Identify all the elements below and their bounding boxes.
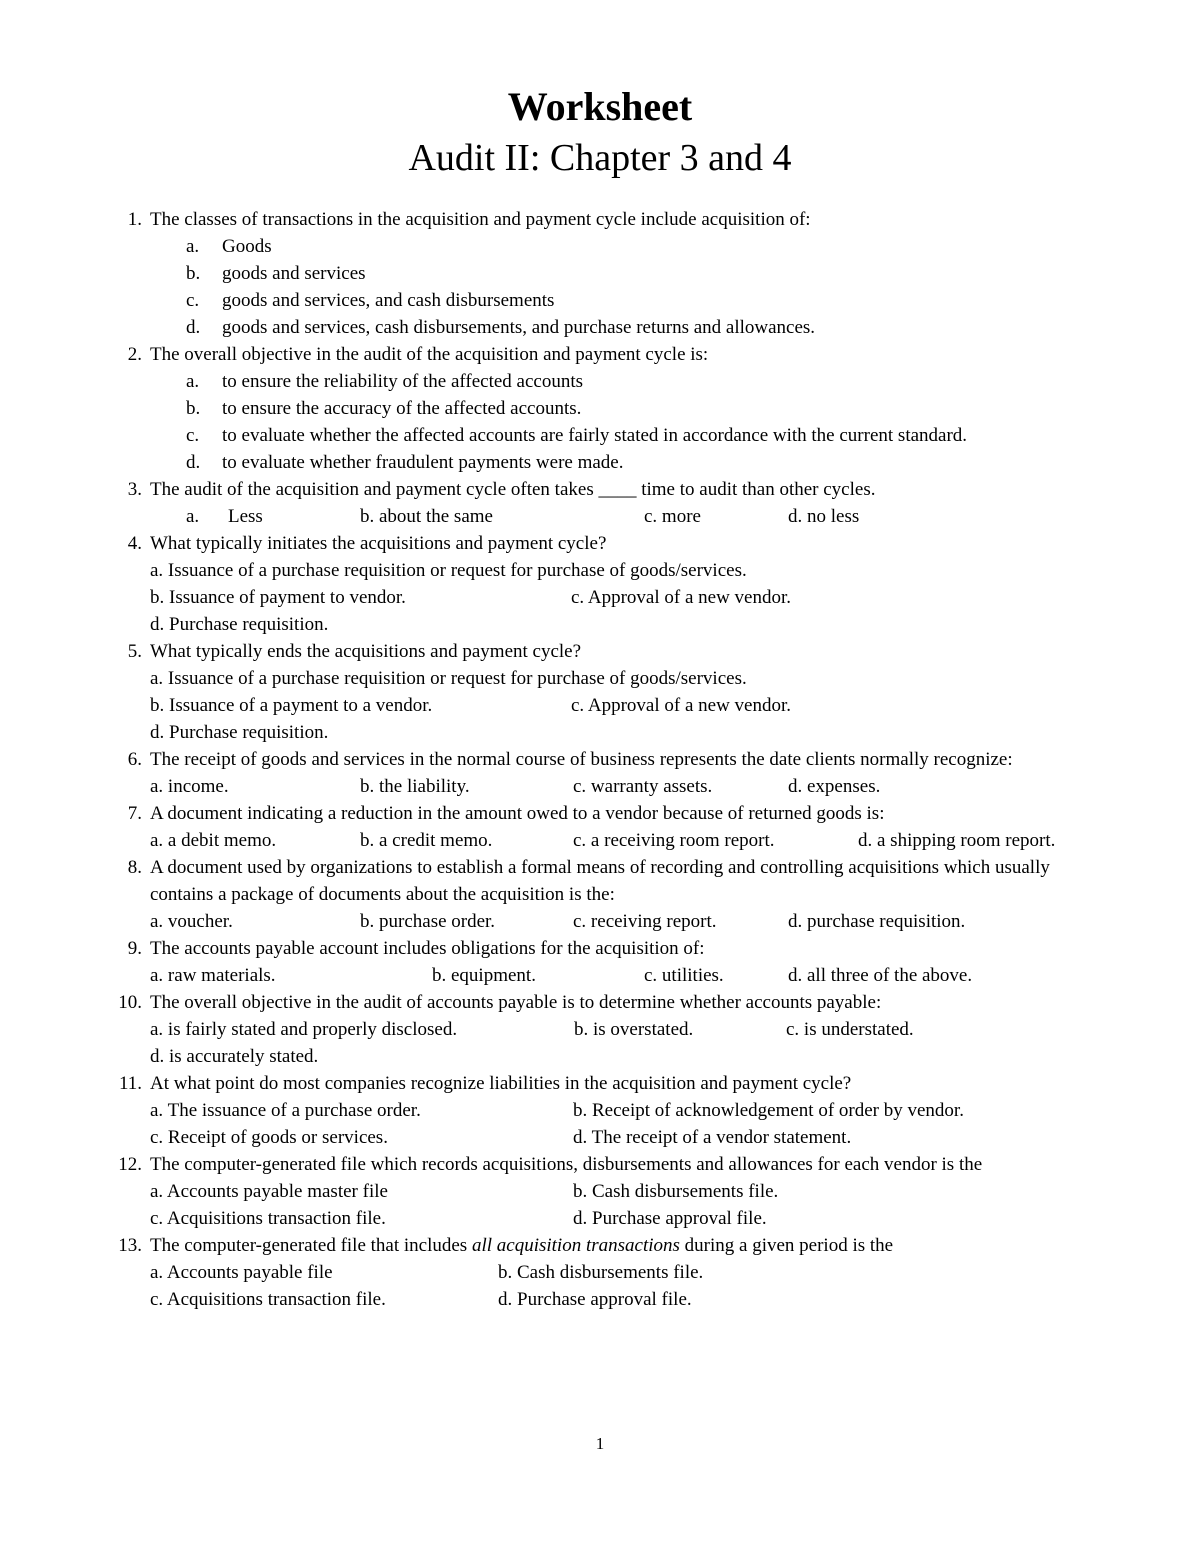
options-row (0, 692, 1200, 719)
option-a: a. raw materials. (150, 965, 276, 986)
question-7 (0, 800, 1200, 827)
option-a: Less (228, 506, 263, 527)
option-c: c. more (644, 506, 701, 527)
option-b: b. purchase order. (360, 911, 496, 932)
question-number: 12. (118, 1154, 142, 1175)
options-row (0, 1178, 1200, 1205)
option-a: a. Accounts payable master file (150, 1181, 388, 1202)
worksheet-subtitle: Audit II: Chapter 3 and 4 (408, 137, 792, 179)
question-number: 9. (127, 938, 142, 959)
question-number: 1. (127, 209, 142, 230)
options-row (0, 827, 1200, 854)
options-row (0, 557, 1200, 584)
option-a: a. voucher. (150, 911, 233, 932)
option-d: d. The receipt of a vendor statement. (573, 1127, 852, 1148)
options-row (0, 1259, 1200, 1286)
option-c: c. utilities. (644, 965, 724, 986)
options-row (0, 503, 1200, 530)
question-list (0, 206, 1200, 1313)
question-number: 13. (118, 1235, 142, 1256)
option-a: a. Issuance of a purchase requisition or request for purchase of goods/services. (150, 560, 747, 581)
option-a: a. Issuance of a purchase requisition or request for purchase of goods/services. (150, 668, 747, 689)
question-3 (0, 476, 1200, 503)
question-number: 10. (118, 992, 142, 1013)
option-c: c. is understated. (786, 1019, 914, 1040)
question-number: 5. (127, 641, 142, 662)
option-d: d. all three of the above. (788, 965, 973, 986)
options-row (0, 1016, 1200, 1043)
option-d: d. Purchase requisition. (150, 614, 329, 635)
question-text: The computer-generated file which records acquisitions, disbursements and allowances for each vendor is the (150, 1154, 983, 1175)
question-10 (0, 989, 1200, 1016)
options-row (0, 1124, 1200, 1151)
page-number: 1 (595, 1434, 605, 1453)
question-text: The overall objective in the audit of accounts payable is to determine whether accounts payable: (150, 992, 882, 1013)
question-number: 6. (127, 749, 142, 770)
option-d: d. Purchase requisition. (150, 722, 329, 743)
option-a: a. a debit memo. (150, 830, 277, 851)
question-text: At what point do most companies recognize liabilities in the acquisition and payment cycle? (150, 1073, 852, 1094)
option-b: b. Issuance of payment to vendor. (150, 587, 406, 608)
option-b: b. Cash disbursements file. (573, 1181, 779, 1202)
option-a: a. income. (150, 776, 229, 797)
option-d: d. expenses. (788, 776, 881, 797)
worksheet-title: Worksheet (507, 84, 693, 129)
option-c: c. Approval of a new vendor. (571, 587, 792, 608)
question-text: What typically ends the acquisitions and payment cycle? (150, 641, 582, 662)
option-c: c. receiving report. (573, 911, 717, 932)
option-d: d. Purchase approval file. (573, 1208, 767, 1229)
question-4 (0, 530, 1200, 557)
option-b: b. goods and services (186, 263, 366, 284)
option-b: b. about the same (360, 506, 493, 527)
option-c: c. Acquisitions transaction file. (150, 1289, 386, 1310)
option-c: c. Acquisitions transaction file. (150, 1208, 386, 1229)
question-1 (0, 206, 1200, 233)
question-13 (0, 1232, 1200, 1259)
option-a-label: a. (186, 506, 200, 527)
question-text: A document used by organizations to establish a formal means of recording and controlling acquisitions which usually contains a package of documents about the acquisition is the: (150, 857, 1050, 905)
option-c: c. a receiving room report. (573, 830, 775, 851)
options-row (0, 584, 1200, 611)
option-b: b. to ensure the accuracy of the affected accounts. (186, 398, 582, 419)
question-text: The receipt of goods and services in the normal course of business represents the date clients normally recognize: (150, 749, 1013, 770)
option-d: d. goods and services, cash disbursements, and purchase returns and allowances. (186, 317, 816, 338)
option-d: d. no less (788, 506, 860, 527)
question-number: 7. (127, 803, 142, 824)
option-d: d. Purchase approval file. (498, 1289, 692, 1310)
question-text: The accounts payable account includes obligations for the acquisition of: (150, 938, 705, 959)
option-d: d. purchase requisition. (788, 911, 966, 932)
option-b: b. equipment. (432, 965, 536, 986)
options-row (0, 1205, 1200, 1232)
question-8 (0, 854, 1200, 908)
option-a: a. is fairly stated and properly disclosed. (150, 1019, 458, 1040)
option-b: b. Issuance of a payment to a vendor. (150, 695, 433, 716)
option-b: b. is overstated. (574, 1019, 694, 1040)
options-row (0, 962, 1200, 989)
question-5 (0, 638, 1200, 665)
question-12 (0, 1151, 1200, 1178)
question-number: 11. (118, 1073, 142, 1094)
question-text: The classes of transactions in the acquisition and payment cycle include acquisition of: (150, 209, 811, 230)
question-text: What typically initiates the acquisitions and payment cycle? (150, 533, 607, 554)
options-row (0, 611, 1200, 638)
option-b: b. Receipt of acknowledgement of order by vendor. (573, 1100, 964, 1121)
options-row (0, 1286, 1200, 1313)
question-2 (0, 341, 1200, 368)
question-text: The audit of the acquisition and payment cycle often takes ____ time to audit than other cycles. (150, 479, 876, 500)
option-c: c. goods and services, and cash disbursements (186, 290, 555, 311)
option-c: c. Receipt of goods or services. (150, 1127, 388, 1148)
option-c: c. to evaluate whether the affected accounts are fairly stated in accordance with the current standard. (186, 425, 968, 446)
option-b: b. Cash disbursements file. (498, 1262, 704, 1283)
option-d: d. a shipping room report. (858, 830, 1056, 851)
question-11 (0, 1070, 1200, 1097)
option-b: b. the liability. (360, 776, 470, 797)
question-text: The computer-generated file that includes all acquisition transactions during a given period is the (150, 1235, 894, 1256)
emphasis-text: all acquisition transactions (471, 1235, 680, 1256)
option-a: a. to ensure the reliability of the affected accounts (186, 371, 584, 392)
options-row (0, 719, 1200, 746)
options-row (0, 1097, 1200, 1124)
option-d: d. to evaluate whether fraudulent payments were made. (186, 452, 624, 473)
options-row (0, 1043, 1200, 1070)
options-row (0, 908, 1200, 935)
option-a: a. Goods (186, 236, 272, 257)
question-text: A document indicating a reduction in the amount owed to a vendor because of returned goods is: (150, 803, 885, 824)
question-number: 4. (127, 533, 142, 554)
option-c: c. Approval of a new vendor. (571, 695, 792, 716)
question-number: 3. (127, 479, 142, 500)
option-c: c. warranty assets. (573, 776, 713, 797)
question-6 (0, 746, 1200, 773)
option-a: a. The issuance of a purchase order. (150, 1100, 421, 1121)
question-number: 8. (127, 857, 142, 878)
question-text: The overall objective in the audit of the acquisition and payment cycle is: (150, 344, 709, 365)
option-a: a. Accounts payable file (150, 1262, 333, 1283)
options-row (0, 665, 1200, 692)
options-row (0, 773, 1200, 800)
option-d: d. is accurately stated. (150, 1046, 319, 1067)
question-9 (0, 935, 1200, 962)
option-b: b. a credit memo. (360, 830, 493, 851)
question-number: 2. (127, 344, 142, 365)
